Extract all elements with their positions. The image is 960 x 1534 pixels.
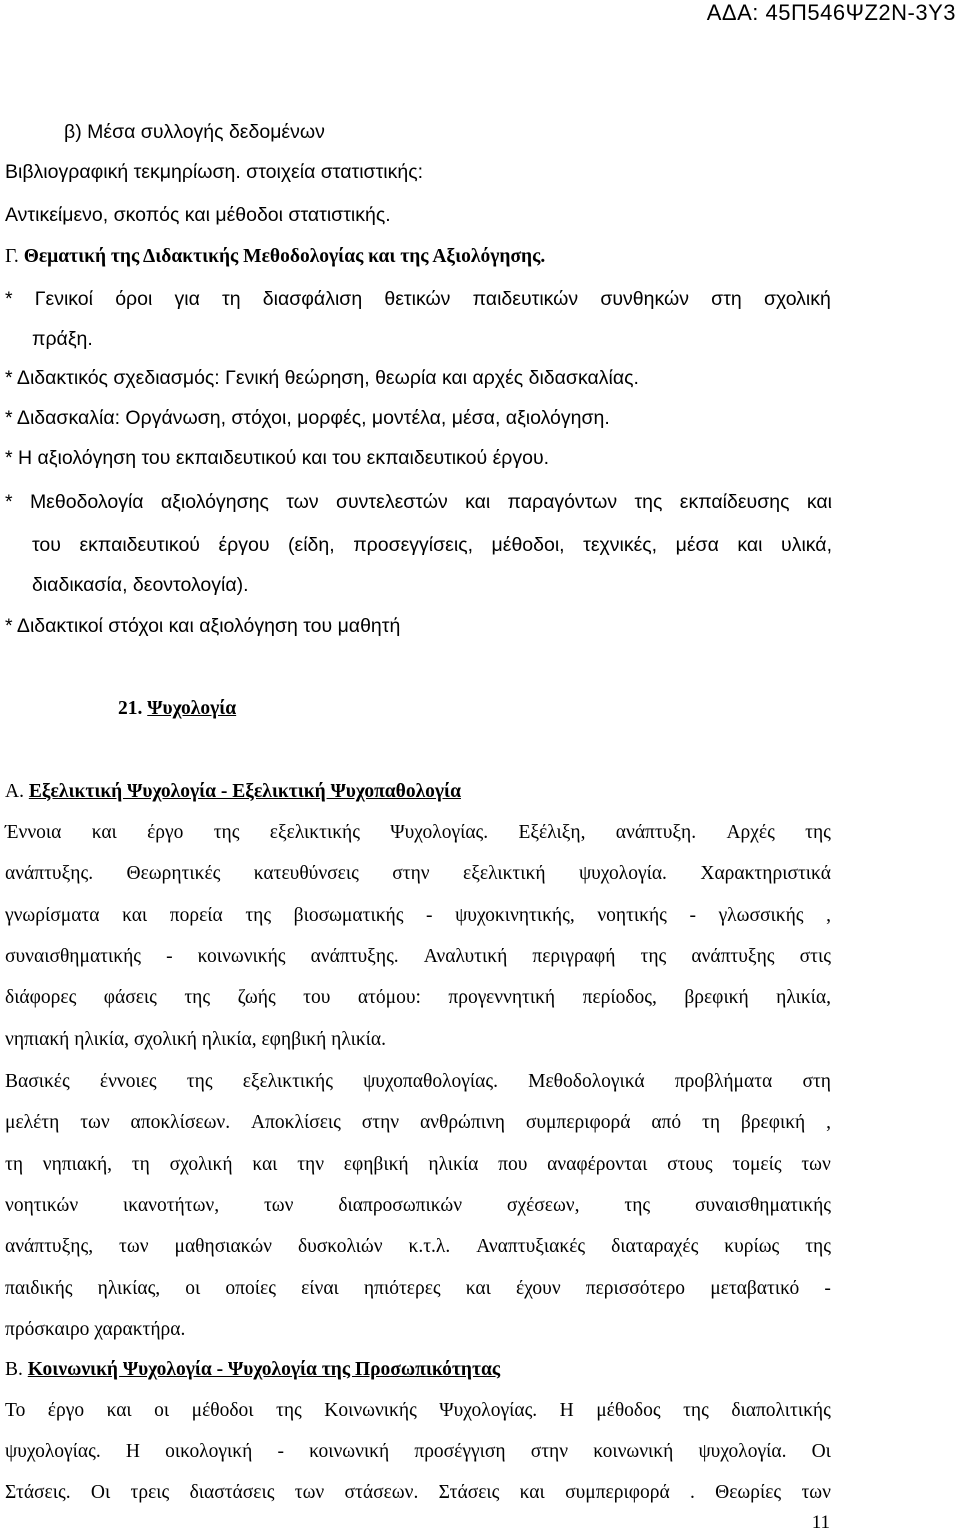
word: ανθρώπινη: [419, 1112, 505, 1133]
word: αποκλίσεων.: [130, 1112, 231, 1133]
word: και: [106, 1400, 132, 1421]
part-a-para-13: πρόσκαιρο χαρακτήρα.: [5, 1319, 186, 1340]
word: Ψυχολογίας.: [439, 1400, 538, 1421]
word: διαπολιτικής: [731, 1400, 831, 1421]
part-c-bullet-1-cont: πράξη.: [32, 328, 93, 350]
word: των: [80, 1112, 110, 1133]
word: Η: [559, 1400, 574, 1421]
part-b2-heading: [5, 1358, 500, 1382]
word: Γενικοί: [34, 288, 93, 310]
part-c-bullet-5-cont-1: [32, 533, 832, 557]
word: αναφέρονται: [547, 1154, 648, 1175]
word: κυρίως: [724, 1236, 780, 1257]
word: ηπιότερες: [363, 1278, 441, 1299]
word: της: [805, 1236, 831, 1257]
word: που: [498, 1154, 528, 1175]
word: Αρχές: [726, 822, 775, 843]
word: Στάσεις: [438, 1482, 500, 1503]
word: βρεφική: [740, 1112, 806, 1133]
word: ,: [826, 1112, 831, 1133]
word: περίοδος,: [582, 987, 657, 1008]
word: ηλικίας,: [97, 1278, 161, 1299]
word: νηπιακή,: [42, 1154, 113, 1175]
word: ατόμου:: [357, 987, 421, 1008]
word: προβλήματα: [674, 1071, 773, 1092]
word: εξελικτικής: [242, 1071, 333, 1092]
word: και: [252, 1154, 278, 1175]
word: μαθησιακών: [174, 1236, 272, 1257]
part-a-para-3: [5, 904, 831, 928]
part-c-bullet-5: [5, 490, 832, 514]
section-21-number: 21.: [118, 698, 148, 719]
word: σχολική: [763, 288, 831, 310]
word: τη: [701, 1112, 721, 1133]
part-a-para-2: [5, 862, 831, 886]
part-b2-para-1: [5, 1399, 831, 1423]
word: οι: [185, 1278, 201, 1299]
word: στην: [361, 1112, 400, 1133]
word: της: [634, 491, 663, 513]
word: συμπεριφορά: [525, 1112, 631, 1133]
word: μελέτη: [5, 1112, 60, 1133]
part-c-heading: [5, 245, 545, 269]
word: έργο: [147, 822, 184, 843]
word: συντελεστών: [335, 491, 448, 513]
word: συνθηκών: [600, 288, 689, 310]
word: Το: [5, 1400, 26, 1421]
word: υλικά,: [781, 534, 832, 556]
word: της: [683, 1400, 709, 1421]
word: τη: [5, 1154, 24, 1175]
part-a-para-1: [5, 821, 831, 845]
word: -: [824, 1278, 831, 1299]
part-a-para-12: [5, 1277, 831, 1301]
word: της: [624, 1195, 651, 1216]
word: ψυχολογίας.: [5, 1441, 101, 1462]
word: Θεωρητικές: [126, 863, 221, 884]
word: Οι: [811, 1441, 831, 1462]
part-a-para-9: [5, 1153, 831, 1177]
word: της: [213, 822, 240, 843]
word: κοινωνική: [309, 1441, 390, 1462]
ada-code: ΑΔΑ: 45Π546ΨΖ2Ν-3Υ3: [706, 0, 956, 25]
word: και: [465, 491, 491, 513]
word: *: [5, 288, 13, 310]
part-c-bullet-2: * Διδακτικός σχεδιασμός: Γενική θεώρηση, θεωρία και αρχές διδασκαλίας.: [5, 367, 639, 389]
word: Έννοια: [5, 822, 62, 843]
word: σχολική: [169, 1154, 233, 1175]
word: οικολογική: [165, 1441, 253, 1462]
word: της: [805, 822, 831, 843]
word: των: [801, 1482, 831, 1503]
part-a-para-8: [5, 1111, 831, 1135]
word: βρεφική: [684, 987, 749, 1008]
part-c-bullet-5-cont-2: διαδικασία, δεοντολογία).: [32, 574, 249, 596]
word: των: [801, 1154, 831, 1175]
word: του: [32, 534, 61, 556]
word: παραγόντων: [507, 491, 618, 513]
word: μέθοδοι: [191, 1400, 254, 1421]
word: στη: [802, 1071, 831, 1092]
word: τρεις: [130, 1482, 170, 1503]
part-a-para-6: νηπιακή ηλικία, σχολική ηλικία, εφηβική ηλικία.: [5, 1029, 387, 1050]
word: δυσκολιών: [297, 1236, 383, 1257]
word: -: [277, 1441, 284, 1462]
section-21-heading: [118, 697, 236, 721]
word: -: [166, 946, 173, 967]
word: περισσότερο: [585, 1278, 686, 1299]
word: οποίες: [225, 1278, 276, 1299]
section-21-title: Ψυχολογία: [147, 698, 237, 719]
word: μέθοδοι,: [491, 534, 565, 556]
part-a-para-5: [5, 986, 831, 1010]
word: αξιολόγησης: [160, 491, 269, 513]
word: στους: [667, 1154, 713, 1175]
word: τομείς: [732, 1154, 782, 1175]
word: Εξέλιξη,: [518, 822, 586, 843]
word: Θεωρίες: [715, 1482, 782, 1503]
word: των: [119, 1236, 149, 1257]
part-b2-para-3: [5, 1481, 831, 1505]
word: προσέγγιση: [414, 1441, 506, 1462]
word: *: [5, 491, 13, 513]
part-a-para-4: [5, 945, 831, 969]
part-a-para-7: [5, 1070, 831, 1094]
word: σχέσεων,: [506, 1195, 580, 1216]
part-b2-prefix: Β.: [5, 1359, 28, 1380]
word: της: [186, 1071, 213, 1092]
word: φάσεις: [103, 987, 157, 1008]
word: Οι: [90, 1482, 111, 1503]
word: τη: [222, 288, 241, 310]
word: Μεθοδολογικά: [528, 1071, 645, 1092]
word: στην: [392, 863, 430, 884]
word: .: [689, 1482, 695, 1503]
word: κατευθύνσεις: [253, 863, 359, 884]
word: ικανοτήτων,: [123, 1195, 220, 1216]
word: διαπροσωπικών: [338, 1195, 463, 1216]
word: κοινωνική: [593, 1441, 674, 1462]
word: συμπεριφορά: [565, 1482, 670, 1503]
part-a-para-10: [5, 1194, 831, 1218]
part-c-bullet-4: * Η αξιολόγηση του εκπαιδευτικού και του εκπαιδευτικού έργου.: [5, 447, 550, 469]
part-b-line-1: Βιβλιογραφική τεκμηρίωση. στοιχεία στατιστικής:: [5, 161, 424, 183]
part-b2-title: Κοινωνική Ψυχολογία - Ψυχολογία της Προσωπικότητας: [27, 1359, 501, 1380]
word: στις: [799, 946, 831, 967]
word: ηλικία: [428, 1154, 479, 1175]
page-number: 11: [811, 1512, 830, 1533]
word: ανάπτυξης: [691, 946, 775, 967]
word: κ.τ.λ.: [408, 1236, 451, 1257]
part-a-title: Εξελικτική Ψυχολογία - Εξελικτική Ψυχοπαθολογία: [28, 781, 461, 802]
word: της: [276, 1400, 302, 1421]
word: έχουν: [516, 1278, 561, 1299]
part-a-para-11: [5, 1235, 831, 1259]
word: την: [297, 1154, 325, 1175]
word: οι: [154, 1400, 170, 1421]
word: παιδικής: [5, 1278, 73, 1299]
word: της: [184, 987, 211, 1008]
word: τη: [131, 1154, 150, 1175]
word: προσεγγίσεις,: [353, 534, 474, 556]
word: και: [91, 822, 117, 843]
word: εξελικτική: [463, 863, 546, 884]
word: έργο: [47, 1400, 85, 1421]
word: νοητικής: [597, 905, 667, 926]
word: κοινωνικής: [197, 946, 286, 967]
word: Μεθοδολογία: [29, 491, 144, 513]
word: παιδευτικών: [472, 288, 579, 310]
word: τεχνικές,: [583, 534, 658, 556]
word: ψυχοπαθολογίας.: [363, 1071, 498, 1092]
word: στη: [711, 288, 742, 310]
word: διαστάσεις: [189, 1482, 275, 1503]
word: είναι: [301, 1278, 339, 1299]
part-c-title: Θεματική της Διδακτικής Μεθοδολογίας και της Αξιολόγησης.: [23, 246, 546, 267]
word: Βασικές: [5, 1071, 70, 1092]
word: εκπαίδευσης: [679, 491, 790, 513]
word: περιγραφή: [532, 946, 616, 967]
word: ηλικία,: [776, 987, 831, 1008]
word: Αποκλίσεις: [250, 1112, 341, 1133]
part-c-bullet-1: [5, 287, 831, 311]
word: και: [519, 1482, 545, 1503]
word: έννοιες: [99, 1071, 157, 1092]
word: πορεία: [169, 905, 223, 926]
part-b2-para-2: [5, 1440, 831, 1464]
word: εκπαιδευτικού: [79, 534, 200, 556]
word: μεταβατικό: [710, 1278, 800, 1299]
word: ψυχολογία.: [698, 1441, 787, 1462]
word: από: [651, 1112, 682, 1133]
word: ζωής: [237, 987, 276, 1008]
word: ανάπτυξη.: [615, 822, 697, 843]
word: ,: [826, 905, 831, 926]
word: προγεννητική: [448, 987, 556, 1008]
word: -: [426, 905, 433, 926]
word: των: [286, 491, 319, 513]
word: συναισθηματικής: [5, 946, 141, 967]
word: Η: [125, 1441, 140, 1462]
word: και: [737, 534, 763, 556]
part-c-bullet-3: * Διδασκαλία: Οργάνωση, στόχοι, μορφές, μοντέλα, μέσα, αξιολόγηση.: [5, 407, 610, 429]
part-a-prefix: Α.: [5, 781, 29, 802]
word: Χαρακτηριστικά: [700, 863, 831, 884]
word: της: [245, 905, 272, 926]
word: και: [465, 1278, 491, 1299]
word: Στάσεις.: [5, 1482, 71, 1503]
word: διαταραχές: [611, 1236, 699, 1257]
word: ψυχολογία.: [578, 863, 667, 884]
word: Αναλυτική: [423, 946, 508, 967]
word: Κοινωνικής: [324, 1400, 417, 1421]
word: στάσεων.: [344, 1482, 419, 1503]
word: νοητικών: [5, 1195, 79, 1216]
part-c-bullet-6: * Διδακτικοί στόχοι και αξιολόγηση του μαθητή: [5, 615, 401, 637]
word: όροι: [115, 288, 153, 310]
word: έργου: [218, 534, 270, 556]
word: γλωσσικής: [718, 905, 804, 926]
word: των: [294, 1482, 325, 1503]
word: εφηβική: [343, 1154, 409, 1175]
word: διάφορες: [5, 987, 77, 1008]
part-b-line-2: Αντικείμενο, σκοπός και μέθοδοι στατιστικής.: [5, 204, 391, 226]
word: στην: [530, 1441, 569, 1462]
word: Αναπτυξιακές: [476, 1236, 586, 1257]
word: (είδη,: [288, 534, 335, 556]
word: της: [640, 946, 667, 967]
word: -: [689, 905, 696, 926]
word: για: [174, 288, 200, 310]
word: διασφάλιση: [262, 288, 363, 310]
word: των: [263, 1195, 294, 1216]
word: ανάπτυξης.: [310, 946, 399, 967]
word: μέσα: [675, 534, 719, 556]
word: του: [303, 987, 331, 1008]
word: και: [806, 491, 832, 513]
word: γνωρίσματα: [5, 905, 100, 926]
word: Ψυχολογίας.: [390, 822, 489, 843]
word: ανάπτυξης.: [5, 863, 94, 884]
word: ψυχοκινητικής,: [455, 905, 575, 926]
word: βιοσωματικής: [293, 905, 404, 926]
part-a-heading: [5, 780, 461, 804]
word: μέθοδος: [596, 1400, 661, 1421]
word: ανάπτυξης,: [5, 1236, 94, 1257]
part-c-prefix: Γ.: [5, 246, 24, 267]
word: συναισθηματικής: [695, 1195, 831, 1216]
part-b-heading: β) Μέσα συλλογής δεδομένων: [64, 121, 325, 143]
word: και: [122, 905, 148, 926]
word: θετικών: [384, 288, 451, 310]
word: εξελικτικής: [269, 822, 360, 843]
